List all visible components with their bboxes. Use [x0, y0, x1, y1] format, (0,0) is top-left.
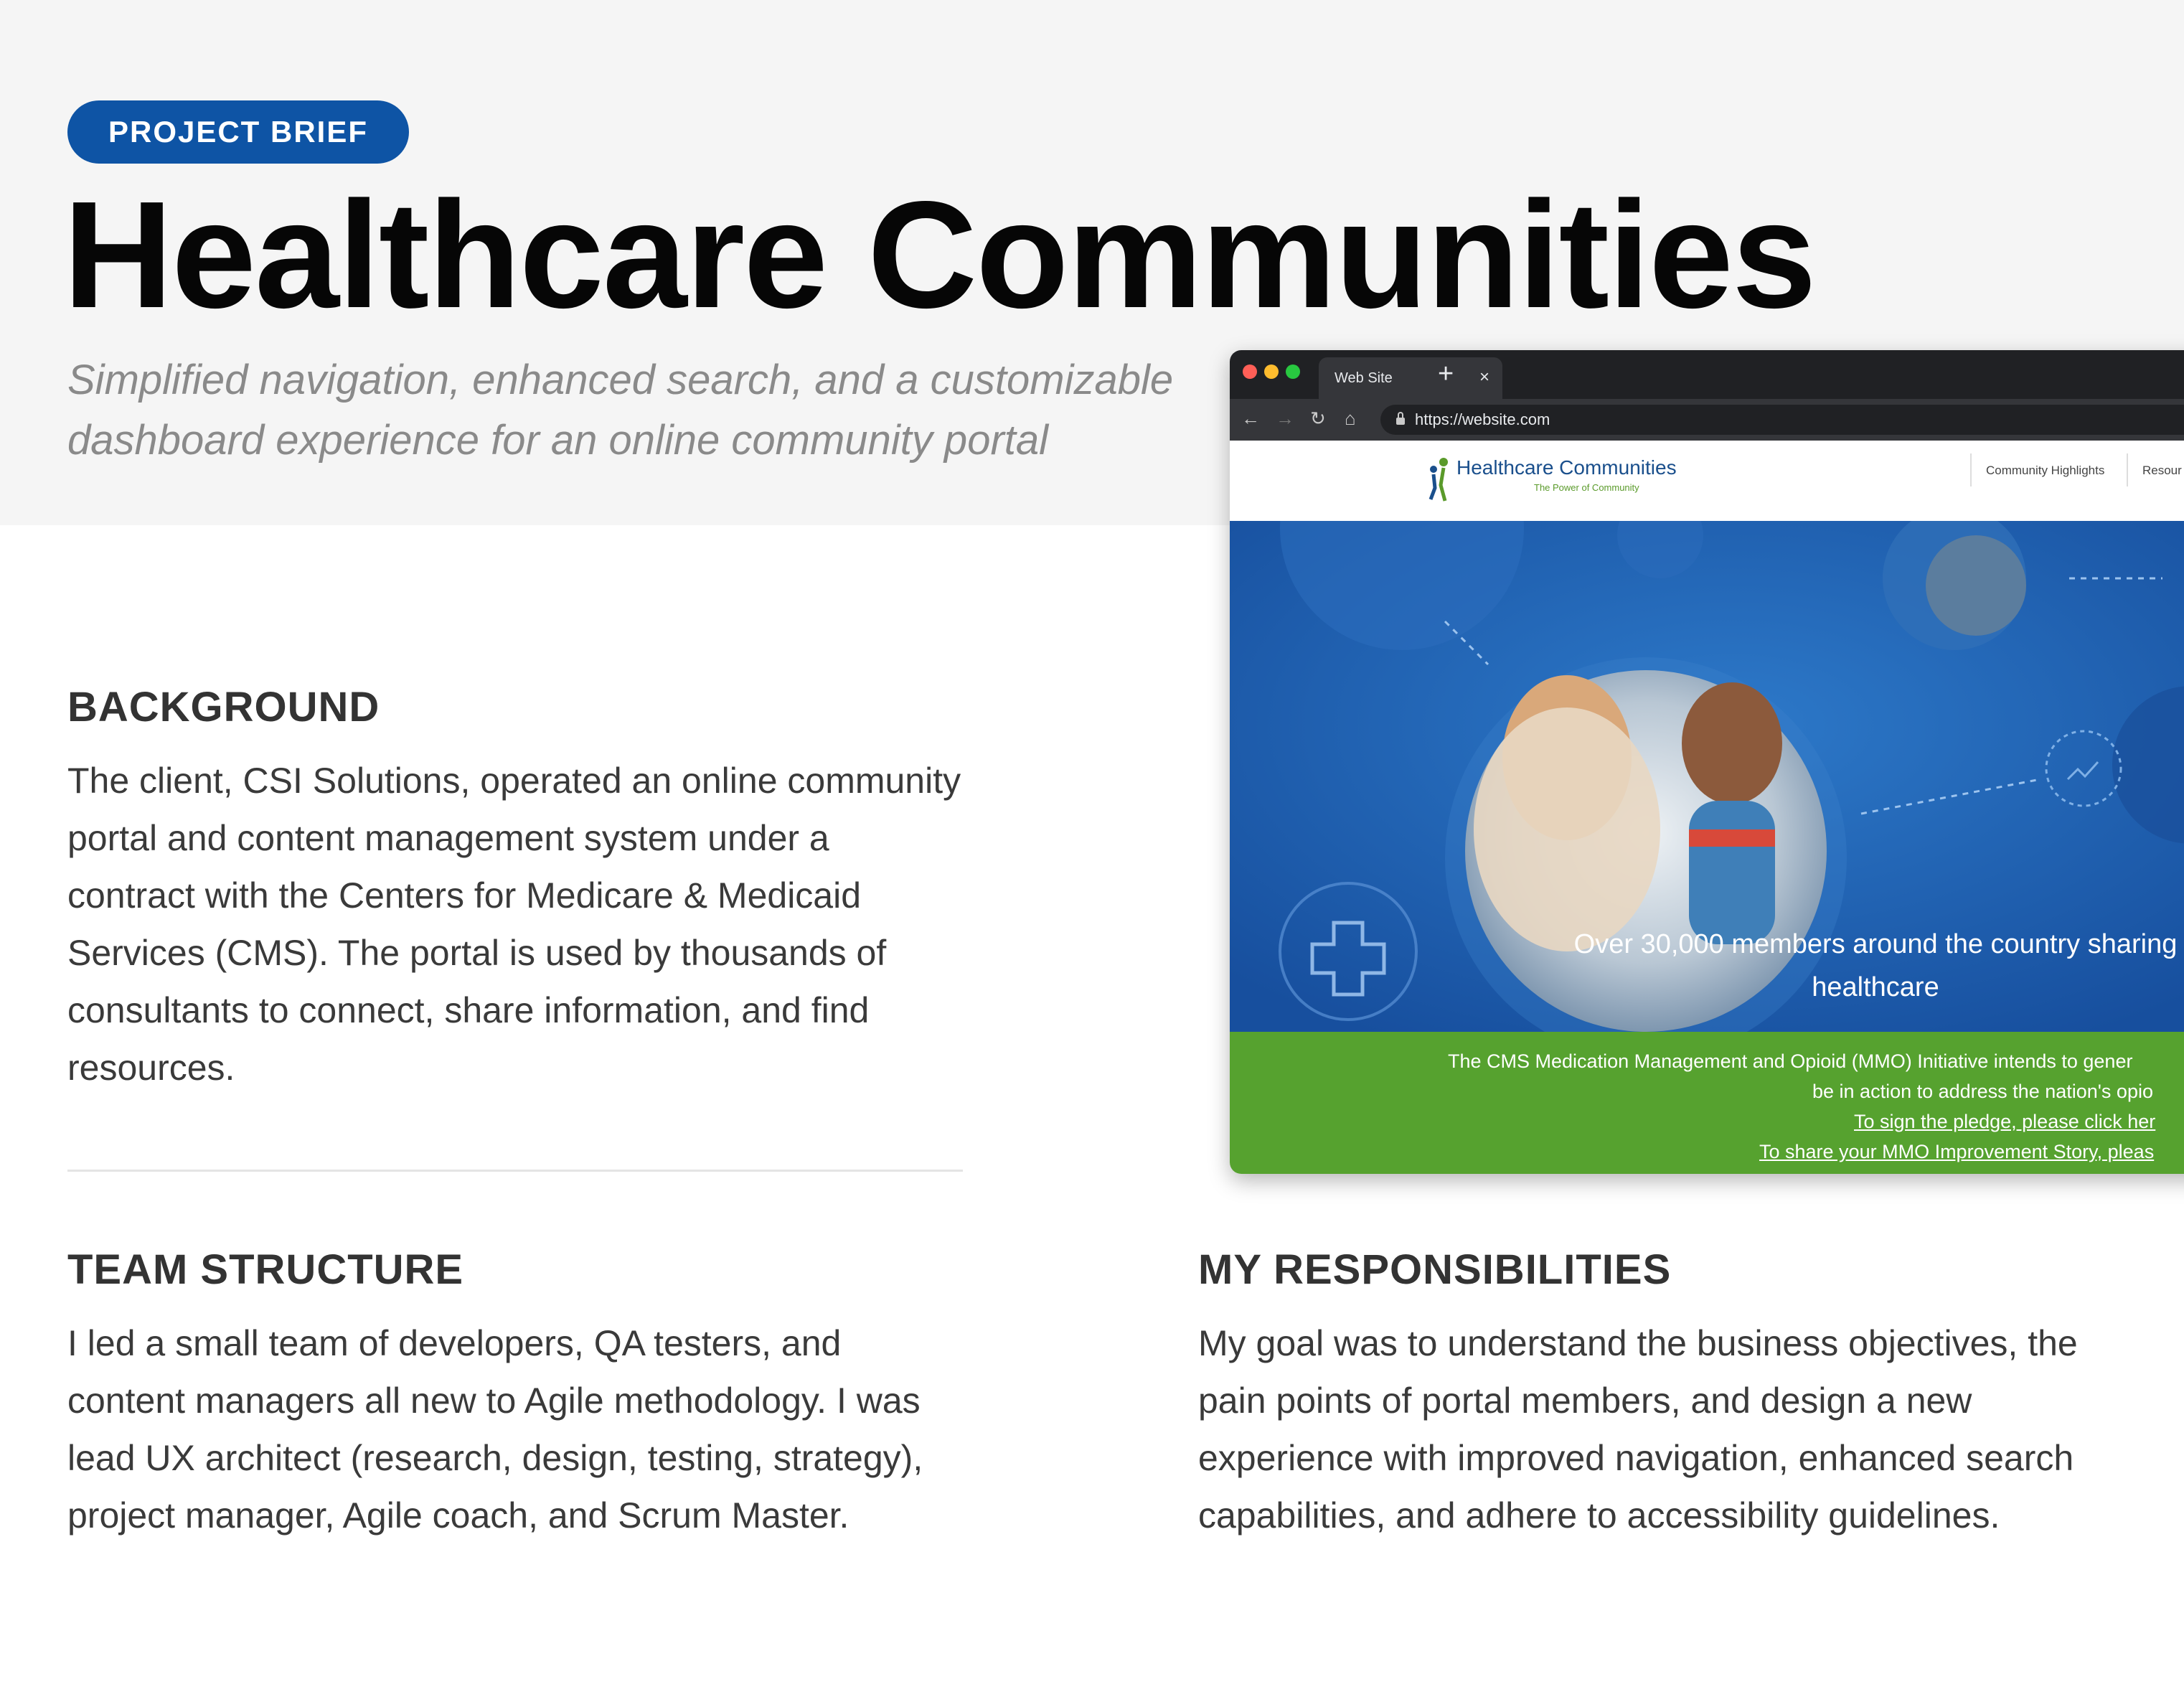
logo-title-suffix: care Communities — [1514, 456, 1677, 479]
responsibilities-body: My goal was to understand the business objectives, the pain points of portal members, and design a new experience with improved navigation, enhanced search capabilities, and adhere to accessibility guidelines. — [1198, 1323, 2078, 1536]
lock-icon — [1396, 418, 1405, 425]
back-icon[interactable]: ← — [1241, 408, 1260, 429]
logo-title — [1456, 456, 1677, 479]
sign-pledge-link[interactable]: To sign the pledge, please click her — [1854, 1111, 2156, 1132]
browser-tab[interactable] — [1319, 357, 1502, 399]
hero-caption — [1481, 923, 2184, 1009]
team-structure-heading: TEAM STRUCTURE — [67, 1246, 464, 1293]
address-url: https://website.com — [1415, 410, 1550, 428]
logo-tagline: The Power of Community — [1534, 482, 1639, 493]
nav-separator — [1970, 453, 1972, 486]
page-title: Healthcare Communities — [63, 169, 1815, 339]
hero-caption-line-1: Over 30,000 members around the country sharing — [1573, 929, 2178, 959]
background-heading: BACKGROUND — [67, 684, 380, 730]
browser-mockup — [1230, 350, 2184, 1174]
browser-tab-bar — [1230, 350, 2184, 399]
browser-toolbar — [1230, 399, 2184, 441]
forward-icon[interactable]: → — [1276, 408, 1294, 429]
new-tab-icon[interactable]: + — [1438, 359, 1454, 389]
site-hero-image — [1230, 521, 2184, 1032]
site-logo[interactable] — [1456, 456, 1677, 493]
close-tab-icon[interactable]: × — [1479, 367, 1489, 387]
project-brief-badge: PROJECT BRIEF — [67, 100, 409, 164]
browser-tab-title: Web Site — [1335, 370, 1393, 386]
maximize-window-dot[interactable] — [1286, 365, 1300, 379]
initiative-banner — [1230, 1032, 2184, 1174]
home-icon[interactable]: ⌂ — [1345, 408, 1356, 429]
people-logo-icon — [1426, 456, 1454, 502]
page-subtitle: Simplified navigation, enhanced search, and a customizable dashboard experience for an online community portal — [67, 357, 1174, 464]
site-header — [1230, 441, 2184, 521]
reload-icon[interactable]: ↻ — [1310, 408, 1326, 429]
background-body: The client, CSI Solutions, operated an online community portal and content management system under a contract with the Centers for Medicare & Medicaid Services (CMS). The portal is used by thousands of consultants to connect, share information, and find resources. — [67, 761, 961, 1088]
initiative-text-line-2: be in action to address the nation's opio — [1812, 1081, 2153, 1102]
team-structure-body: I led a small team of developers, QA testers, and content managers all new to Agile methodology. I was lead UX architect (research, design, testing, strategy), project manager, Agile coach, and Scrum Master. — [67, 1323, 923, 1536]
nav-community-highlights[interactable]: Community Highlights — [1986, 464, 2105, 477]
close-window-dot[interactable] — [1243, 365, 1257, 379]
minimize-window-dot[interactable] — [1264, 365, 1279, 379]
nav-resources[interactable]: Resour — [2142, 464, 2182, 477]
hero-caption-line-2: healthcare — [1812, 972, 1939, 1002]
logo-title-prefix: Health — [1456, 456, 1515, 479]
initiative-text-line-1: The CMS Medication Management and Opioid (MMO) Initiative intends to gener — [1448, 1050, 2133, 1072]
nav-separator — [2127, 453, 2128, 486]
share-story-link[interactable]: To share your MMO Improvement Story, pleas — [1759, 1141, 2155, 1162]
section-divider — [67, 1170, 963, 1172]
responsibilities-heading: MY RESPONSIBILITIES — [1198, 1246, 1672, 1293]
address-bar[interactable] — [1380, 405, 2184, 435]
